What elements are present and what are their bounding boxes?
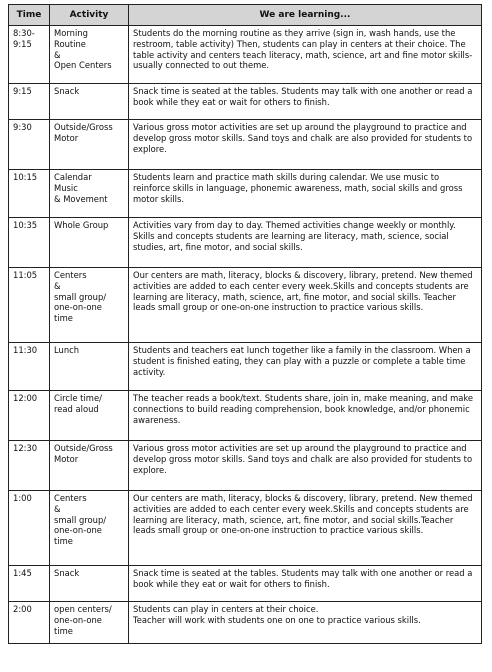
time-cell: 11:05 bbox=[9, 268, 50, 343]
table-row bbox=[9, 441, 482, 491]
time-cell: 1:00 bbox=[9, 491, 50, 566]
learning-cell: Students learn and practice math skills during calendar. We use music to reinforce skills in language, phonemic awareness, math, social skills and gross motor skills. bbox=[129, 170, 482, 218]
activity-cell: Centers & small group/ one-on-one time bbox=[50, 491, 129, 566]
activity-cell: Centers & small group/ one-on-one time bbox=[50, 268, 129, 343]
time-cell: 9:30 bbox=[9, 120, 50, 170]
learning-cell: Our centers are math, literacy, blocks & discovery, library, pretend. New themed activities are added to each center every week.Skills and concepts students are learning are literacy, math, science, art, fine motor, and social skills.Teacher leads small group or one-on-one instruction to practice various skills. bbox=[129, 491, 482, 566]
table-row bbox=[9, 268, 482, 343]
header-time: Time bbox=[9, 5, 50, 26]
time-cell: 10:35 bbox=[9, 218, 50, 268]
learning-cell: Activities vary from day to day. Themed activities change weekly or monthly. Skills and concepts students are learning are literacy, math, science, social studies, art, fine motor, and social skills. bbox=[129, 218, 482, 268]
time-cell: 11:30 bbox=[9, 343, 50, 391]
activity-cell: open centers/ one-on-one time bbox=[50, 602, 129, 644]
table-row bbox=[9, 120, 482, 170]
time-cell: 12:30 bbox=[9, 441, 50, 491]
activity-cell: Outside/Gross Motor bbox=[50, 120, 129, 170]
table-row bbox=[9, 218, 482, 268]
activity-cell: Outside/Gross Motor bbox=[50, 441, 129, 491]
time-cell: 12:00 bbox=[9, 391, 50, 441]
schedule-table bbox=[8, 4, 482, 644]
header-learning: We are learning... bbox=[129, 5, 482, 26]
table-row bbox=[9, 170, 482, 218]
learning-cell: Various gross motor activities are set up around the playground to practice and develop gross motor skills. Sand toys and chalk are also provided for students to explore. bbox=[129, 120, 482, 170]
learning-cell: Students do the morning routine as they arrive (sign in, wash hands, use the restroom, table activity) Then, students can play in centers at their choice. The table activity and centers teach literacy, math, science, art and fine motor skills-usually connected to out theme. bbox=[129, 26, 482, 84]
table-row bbox=[9, 602, 482, 644]
activity-cell: Whole Group bbox=[50, 218, 129, 268]
time-cell: 1:45 bbox=[9, 566, 50, 602]
time-cell: 10:15 bbox=[9, 170, 50, 218]
schedule-document bbox=[8, 4, 482, 644]
activity-cell: Circle time/ read aloud bbox=[50, 391, 129, 441]
time-cell: 8:30- 9:15 bbox=[9, 26, 50, 84]
learning-cell: Students and teachers eat lunch together like a family in the classroom. When a student is finished eating, they can play with a puzzle or complete a table time activity. bbox=[129, 343, 482, 391]
table-row bbox=[9, 491, 482, 566]
learning-cell: Snack time is seated at the tables. Students may talk with one another or read a book while they eat or wait for others to finish. bbox=[129, 84, 482, 120]
learning-cell: Our centers are math, literacy, blocks & discovery, library, pretend. New themed activities are added to each center every week.Skills and concepts students are learning are literacy, math, science, art, fine motor, and social skills. Teacher leads small group or one-on-one instruction to practice various skills. bbox=[129, 268, 482, 343]
table-row bbox=[9, 84, 482, 120]
activity-cell: Snack bbox=[50, 566, 129, 602]
learning-cell: The teacher reads a book/text. Students share, join in, make meaning, and make connections to build reading comprehension, book knowledge, and/or phonemic awareness. bbox=[129, 391, 482, 441]
time-cell: 2:00 bbox=[9, 602, 50, 644]
time-cell: 9:15 bbox=[9, 84, 50, 120]
table-row bbox=[9, 26, 482, 84]
learning-cell: Various gross motor activities are set up around the playground to practice and develop gross motor skills. Sand toys and chalk are also provided for students to explore. bbox=[129, 441, 482, 491]
header-activity: Activity bbox=[50, 5, 129, 26]
learning-cell: Snack time is seated at the tables. Students may talk with one another or read a book while they eat or wait for others to finish. bbox=[129, 566, 482, 602]
activity-cell: Morning Routine & Open Centers bbox=[50, 26, 129, 84]
learning-cell: Students can play in centers at their choice. Teacher will work with students one on one to practice various skills. bbox=[129, 602, 482, 644]
table-row bbox=[9, 566, 482, 602]
activity-cell: Lunch bbox=[50, 343, 129, 391]
table-row bbox=[9, 343, 482, 391]
header-row bbox=[9, 5, 482, 26]
activity-cell: Calendar Music & Movement bbox=[50, 170, 129, 218]
table-row bbox=[9, 391, 482, 441]
activity-cell: Snack bbox=[50, 84, 129, 120]
